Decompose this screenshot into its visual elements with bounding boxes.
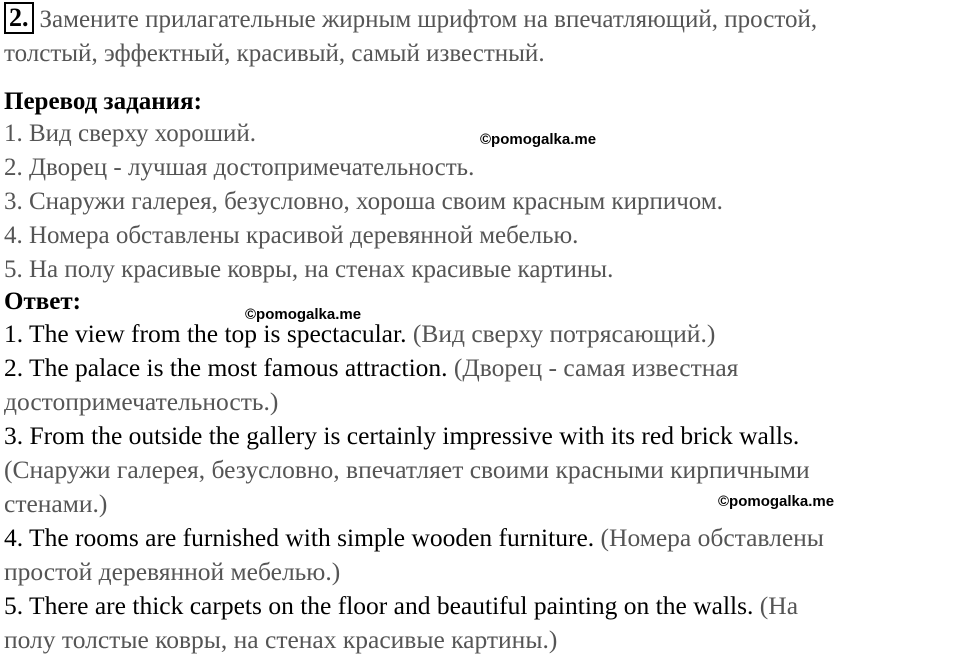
translation-item-1: 1. Вид сверху хороший. — [4, 120, 256, 147]
watermark: ©pomogalka.me — [245, 306, 362, 323]
answer-ru-7: (Номера обставлены — [594, 523, 824, 552]
answer-en-7: 4. The rooms are furnished with simple wooden furniture. — [4, 523, 595, 552]
task-line-1 — [4, 2, 956, 37]
translation-item-3: 3. Снаружи галерея, безусловно, хороша своим красным кирпичом. — [4, 188, 723, 215]
translation-heading: Перевод задания: — [4, 88, 202, 115]
answer-ru-1: (Вид сверху потрясающий.) — [406, 319, 716, 348]
answer-en-9: 5. There are thick carpets on the floor and beautiful painting on the walls. — [4, 591, 754, 620]
answer-line-2 — [4, 351, 956, 385]
answer-en-4: 3. From the outside the gallery is certainly impressive with its red brick walls. — [4, 421, 800, 450]
answer-line-1 — [4, 317, 956, 351]
answer-line-4 — [4, 419, 956, 453]
watermark: ©pomogalka.me — [480, 131, 597, 148]
translation-item-4: 4. Номера обставлены красивой деревянной мебелью. — [4, 222, 579, 249]
answer-line-10 — [4, 623, 956, 657]
answer-ru-5: (Снаружи галерея, безусловно, впечатляет своими красными кирпичными — [4, 455, 810, 484]
task-text-1: Замените прилагательные жирным шрифтом на впечатляющий, простой, — [39, 6, 818, 33]
answer-line-3 — [4, 385, 956, 419]
answer-en-1: 1. The view from the top is spectacular. — [4, 319, 407, 348]
answer-ru-8: простой деревянной мебелью.) — [4, 557, 341, 586]
translation-item-2: 2. Дворец - лучшая достопримечательность. — [4, 154, 475, 181]
answer-ru-10: полу толстые ковры, на стенах красивые картины.) — [4, 625, 558, 654]
answer-ru-6: стенами.) — [4, 489, 108, 518]
answer-line-9 — [4, 589, 956, 623]
answer-line-8 — [4, 555, 956, 589]
task-line-2: толстый, эффектный, красивый, самый известный. — [4, 40, 545, 67]
answer-ru-2: (Дворец - самая известная — [447, 353, 739, 382]
watermark: ©pomogalka.me — [718, 493, 835, 510]
answer-ru-3: достопримечательность.) — [4, 387, 279, 416]
answer-en-2: 2. The palace is the most famous attraction. — [4, 353, 448, 382]
task-number: 2. — [4, 2, 34, 34]
answer-heading: Ответ: — [4, 288, 81, 315]
answer-line-7 — [4, 521, 956, 555]
answer-line-5 — [4, 453, 956, 487]
translation-item-5: 5. На полу красивые ковры, на стенах красивые картины. — [4, 256, 614, 283]
document-page — [4, 2, 956, 657]
answer-ru-9: (На — [753, 591, 799, 620]
